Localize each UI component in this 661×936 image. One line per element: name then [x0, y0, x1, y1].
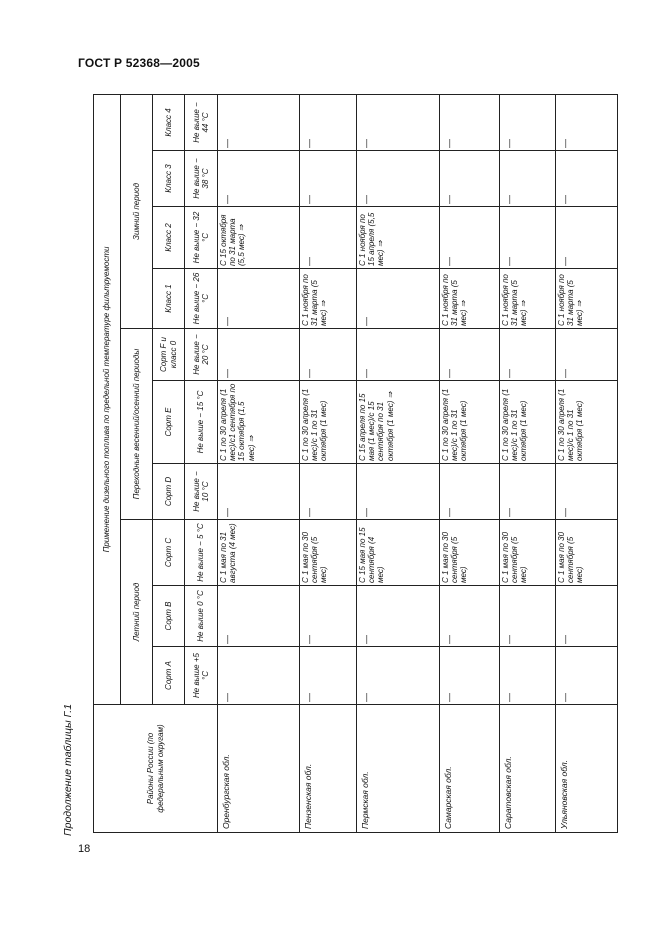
- period-cell: —: [300, 586, 357, 647]
- document-header: ГОСТ Р 52368—2005: [78, 56, 200, 70]
- grade-header: Сорт F и класс 0: [153, 329, 185, 381]
- temperature-header: Не выше − 10 °С: [185, 464, 218, 520]
- temperature-header: Не выше − 15 °С: [185, 381, 218, 464]
- period-cell: —: [440, 151, 500, 207]
- table-caption: Продолжение таблицы Г.1: [62, 703, 74, 836]
- period-cell: —: [440, 329, 500, 381]
- grade-header: Класс 4: [153, 94, 185, 150]
- period-cell: —: [440, 94, 500, 150]
- grade-header: Сорт Е: [153, 381, 185, 464]
- period-cell: —: [357, 94, 440, 150]
- period-cell: С 15 октября по 31 марта (5,5 мес) ⇒: [218, 207, 300, 269]
- period-cell: —: [500, 586, 556, 647]
- temperature-header: Не выше +5 °С: [185, 647, 218, 705]
- period-cell: С 1 по 30 апреля (1 мес)/с 1 по 31 октября (1 мес): [440, 381, 500, 464]
- period-cell: —: [440, 464, 500, 520]
- table-row: [556, 94, 618, 832]
- period-cell: —: [500, 464, 556, 520]
- period-cell: —: [218, 94, 300, 150]
- table-caption-wrap: [62, 120, 76, 836]
- main-header: Применение дизельного топлива по предельной температуре фильтруемости: [94, 94, 121, 704]
- grade-header: Сорт А: [153, 647, 185, 705]
- period-cell: С 15 мая по 15 сентября (4 мес): [357, 520, 440, 586]
- period-cell: С 1 мая по 30 сентября (5 мес): [300, 520, 357, 586]
- period-cell: —: [556, 647, 618, 705]
- period-cell: —: [300, 647, 357, 705]
- region-cell: Ульяновская обл.: [556, 705, 618, 833]
- period-cell: —: [300, 207, 357, 269]
- table-row: [300, 94, 357, 832]
- period-cell: С 1 по 30 апреля (1 мес)/с 1 по 31 октября (1 мес): [556, 381, 618, 464]
- temperature-header: Не выше − 26 °С: [185, 269, 218, 329]
- summer-group-header: Летний период: [121, 520, 153, 705]
- period-cell: —: [556, 329, 618, 381]
- grade-header: Класс 2: [153, 207, 185, 269]
- period-cell: С 1 мая по 30 сентября (5 мес): [500, 520, 556, 586]
- table-row: [218, 94, 300, 832]
- temperature-header: Не выше − 5 °С: [185, 520, 218, 586]
- period-cell: —: [300, 329, 357, 381]
- period-cell: —: [357, 586, 440, 647]
- period-cell: —: [218, 464, 300, 520]
- grade-header: Сорт В: [153, 586, 185, 647]
- period-cell: —: [218, 329, 300, 381]
- period-cell: С 15 апреля по 15 мая (1 мес)/с 15 сентября по 31 октября (1 мес) ⇒: [357, 381, 440, 464]
- region-cell: Пензенская обл.: [300, 705, 357, 833]
- period-cell: С 1 ноября по 31 марта (5 мес) ⇒: [440, 269, 500, 329]
- period-cell: С 1 ноября по 31 марта (5 мес) ⇒: [500, 269, 556, 329]
- period-cell: —: [218, 151, 300, 207]
- region-header: Районы России (по федеральным округам): [94, 705, 218, 833]
- period-cell: С 1 ноября по 31 марта (5 мес) ⇒: [300, 269, 357, 329]
- period-cell: —: [500, 94, 556, 150]
- period-cell: С 1 по 30 апреля (1 мес)/с 1 по 31 октября (1 мес): [300, 381, 357, 464]
- period-cell: С 1 мая по 30 сентября (5 мес): [556, 520, 618, 586]
- period-cell: —: [440, 207, 500, 269]
- period-cell: —: [357, 269, 440, 329]
- table-body: [218, 94, 618, 832]
- period-cell: —: [500, 151, 556, 207]
- period-cell: —: [556, 207, 618, 269]
- transitional-group-header: Переходные весенний/осенний периоды: [121, 329, 153, 520]
- period-cell: —: [440, 647, 500, 705]
- rotated-table-container: [93, 95, 613, 833]
- grade-header: Сорт D: [153, 464, 185, 520]
- grade-header: Класс 1: [153, 269, 185, 329]
- period-cell: —: [500, 329, 556, 381]
- fuel-table: [93, 94, 618, 833]
- page-number: 18: [78, 843, 91, 855]
- table-row: [357, 94, 440, 832]
- table-row: [440, 94, 500, 832]
- period-cell: —: [357, 647, 440, 705]
- period-cell: —: [500, 647, 556, 705]
- period-cell: С 1 мая по 31 августа (4 мес): [218, 520, 300, 586]
- winter-group-header: Зимний период: [121, 94, 153, 328]
- temperature-header: Не выше − 44 °С: [185, 94, 218, 150]
- period-cell: —: [218, 586, 300, 647]
- period-cell: —: [300, 464, 357, 520]
- grade-header: Класс 3: [153, 151, 185, 207]
- period-cell: —: [300, 151, 357, 207]
- period-cell: С 1 по 30 апреля (1 мес)/с1 сентября по 15 октября (1,5 мес) ⇒: [218, 381, 300, 464]
- temperature-header: Не выше − 20 °С: [185, 329, 218, 381]
- period-cell: С 1 ноября по 31 марта (5 мес) ⇒: [556, 269, 618, 329]
- period-cell: —: [556, 464, 618, 520]
- period-cell: —: [357, 329, 440, 381]
- period-cell: —: [300, 94, 357, 150]
- period-cell: —: [218, 647, 300, 705]
- period-cell: —: [357, 151, 440, 207]
- period-cell: —: [357, 464, 440, 520]
- region-cell: Оренбургская обл.: [218, 705, 300, 833]
- period-cell: —: [500, 207, 556, 269]
- period-cell: —: [218, 269, 300, 329]
- period-cell: —: [556, 586, 618, 647]
- period-cell: —: [440, 586, 500, 647]
- temperature-header: Не выше − 32 °С: [185, 207, 218, 269]
- period-cell: С 1 по 30 апреля (1 мес)/с 1 по 31 октября (1 мес): [500, 381, 556, 464]
- period-cell: —: [556, 94, 618, 150]
- region-cell: Пермская обл.: [357, 705, 440, 833]
- period-cell: С 1 ноября по 15 апреля (5,5 мес) ⇒: [357, 207, 440, 269]
- grade-header: Сорт С: [153, 520, 185, 586]
- period-cell: —: [556, 151, 618, 207]
- table-row: [500, 94, 556, 832]
- region-cell: Самарская обл.: [440, 705, 500, 833]
- temperature-header: Не выше 0 °С: [185, 586, 218, 647]
- temperature-header: Не выше − 38 °С: [185, 151, 218, 207]
- region-cell: Саратовская обл.: [500, 705, 556, 833]
- period-cell: С 1 мая по 30 сентября (5 мес): [440, 520, 500, 586]
